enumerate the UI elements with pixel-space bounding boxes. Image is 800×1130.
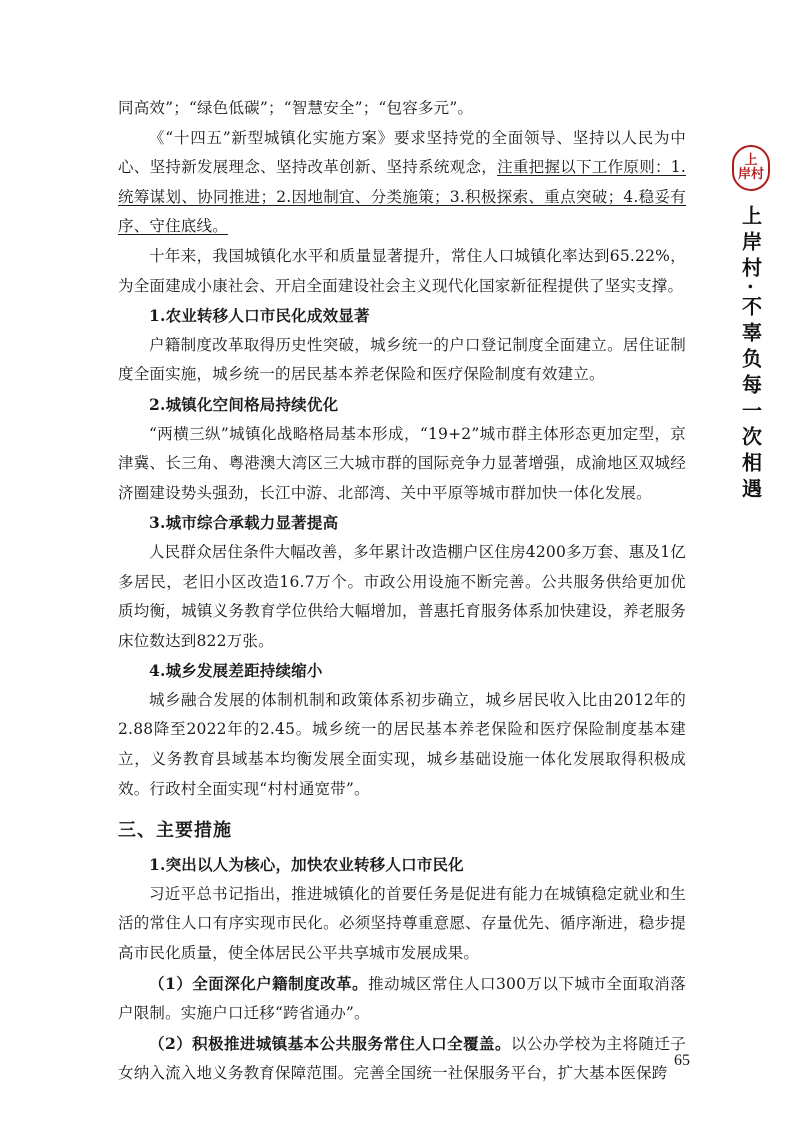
paragraph <box>118 1029 686 1089</box>
subsection-title: 4.城乡发展差距持续缩小 <box>149 661 323 681</box>
main-text <box>118 94 686 1089</box>
subsection-title: 1.突出以人为核心，加快农业转移人口市民化 <box>149 855 464 875</box>
seal-text-bottom: 岸村 <box>737 167 764 182</box>
subsection-title: 3.城市综合承载力显著提高 <box>149 513 339 533</box>
paragraph: “两横三纵”城镇化战略格局基本形成，“19+2”城市群主体形态更加定型，京津冀、长三角、粤港澳大湾区三大城市群的国际竞争力显著增强，成渝地区双城经济圈建设势头强劲，长江中游、北部湾、关中平原等城市群加快一体化发展。 <box>118 424 686 502</box>
side-banner <box>728 145 774 504</box>
page-number: 65 <box>674 1052 690 1069</box>
paragraph-lead: 《“十四五”新型城镇化实施方案》要求坚持党的全面领导、坚持以人民为中心、坚持新发展理念、坚持改革创新、坚持系统观念， <box>118 128 686 177</box>
measure-title: （1）全面深化户籍制度改革。 <box>149 973 369 993</box>
paragraph: 人民群众居住条件大幅改善，多年累计改造棚户区住房4200多万套、惠及1亿多居民，老旧小区改造16.7万个。市政公用设施不断完善。公共服务供给更加优质均衡，城镇义务教育学位供给大幅增加，普惠托育服务体系加快建设，养老服务床位数达到822万张。 <box>118 542 687 650</box>
vertical-slogan: 上岸村·不辜负每一次相遇 <box>738 205 763 504</box>
underlined-principles: 注重把握以下工作原则：1.统筹谋划、协同推进；2.因地制宜、分类施策；3.积极探索、重点突破；4.稳妥有序、守住底线。 <box>118 158 686 236</box>
paragraph: 十年来，我国城镇化水平和质量显著提升，常住人口城镇化率达到65.22%，为全面建成小康社会、开启全面建设社会主义现代化国家新征程提供了坚实支撑。 <box>118 246 686 295</box>
measure-body: 推动城区常住人口300万以下城市全面取消落户限制。实施户口迁移“跨省通办”。 <box>118 974 686 1023</box>
paragraph: 户籍制度改革取得历史性突破，城乡统一的户口登记制度全面建立。居住证制度全面实施，城乡统一的居民基本养老保险和医疗保险制度有效建立。 <box>118 335 686 384</box>
seal-text-top: 上 <box>744 153 758 168</box>
measure-body: 以公办学校为主将随迁子女纳入流入地义务教育保障范围。完善全国统一社保服务平台，扩大基本医保跨 <box>118 1034 687 1083</box>
paragraph <box>118 124 686 242</box>
paragraph: 习近平总书记指出，推进城镇化的首要任务是促进有能力在城镇稳定就业和生活的常住人口有序实现市民化。必须坚持尊重意愿、存量优先、循序渐进，稳步提高市民化质量，使全体居民公平共享城市发展成果。 <box>118 884 686 963</box>
paragraph: 同高效”；“绿色低碳”；“智慧安全”；“包容多元”。 <box>118 99 474 117</box>
section-heading: 三、主要措施 <box>118 820 232 842</box>
subsection-title: 1.农业转移人口市民化成效显著 <box>149 306 370 326</box>
paragraph: 城乡融合发展的体制机制和政策体系初步确立，城乡居民收入比由2012年的2.88降至2022年的2.45。城乡统一的居民基本养老保险和医疗保险制度基本建立，义务教育县域基本均衡发展全面实现，城乡基础设施一体化发展取得积极成效。行政村全面实现“村村通宽带”。 <box>118 690 686 798</box>
seal-logo <box>732 145 770 191</box>
subsection-title: 2.城镇化空间格局持续优化 <box>149 394 339 414</box>
paragraph <box>118 969 686 1029</box>
measure-title: （2）积极推进城镇基本公共服务常住人口全覆盖。 <box>149 1033 511 1053</box>
